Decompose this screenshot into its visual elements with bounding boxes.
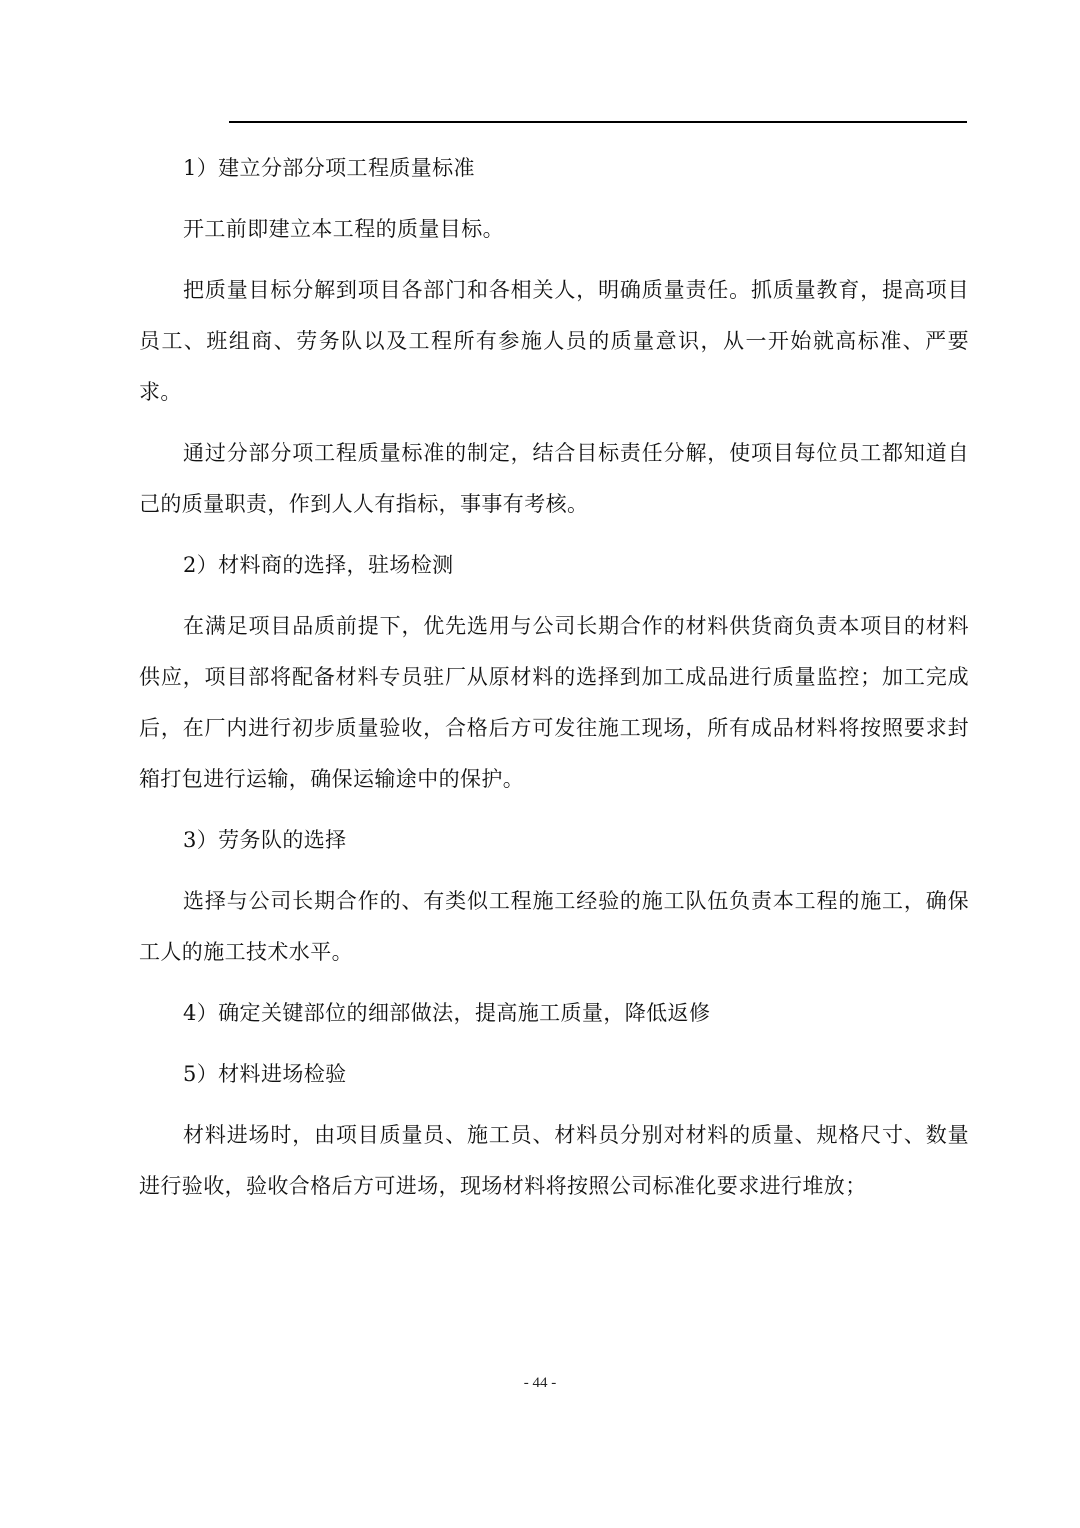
section-heading-1: 1）建立分部分项工程质量标准 [183,156,475,180]
paragraph: 选择与公司长期合作的、有类似工程施工经验的施工队伍负责本工程的施工，确保工人的施工技术水平。 [139,889,969,964]
section-heading-4: 4）确定关键部位的细部做法，提高施工质量，降低返修 [183,1001,711,1025]
paragraph: 在满足项目品质前提下，优先选用与公司长期合作的材料供货商负责本项目的材料供应，项目部将配备材料专员驻厂从原材料的选择到加工成品进行质量监控；加工完成后，在厂内进行初步质量验收，合格后方可发往施工现场，所有成品材料将按照要求封箱打包进行运输，确保运输途中的保护。 [139,614,969,791]
document-body [139,143,969,1212]
section-heading-3: 3）劳务队的选择 [183,828,347,852]
paragraph: 材料进场时，由项目质量员、施工员、材料员分别对材料的质量、规格尺寸、数量进行验收，验收合格后方可进场，现场材料将按照公司标准化要求进行堆放； [139,1123,969,1198]
paragraph: 通过分部分项工程质量标准的制定，结合目标责任分解，使项目每位员工都知道自己的质量职责，作到人人有指标，事事有考核。 [139,441,969,516]
section-heading-2: 2）材料商的选择，驻场检测 [183,553,454,577]
paragraph: 把质量目标分解到项目各部门和各相关人，明确质量责任。抓质量教育，提高项目员工、班组商、劳务队以及工程所有参施人员的质量意识，从一开始就高标准、严要求。 [139,278,969,404]
paragraph: 开工前即建立本工程的质量目标。 [183,217,504,241]
section-heading-5: 5）材料进场检验 [183,1062,347,1086]
header-rule [229,121,967,123]
page-number: - 44 - [523,1375,557,1391]
